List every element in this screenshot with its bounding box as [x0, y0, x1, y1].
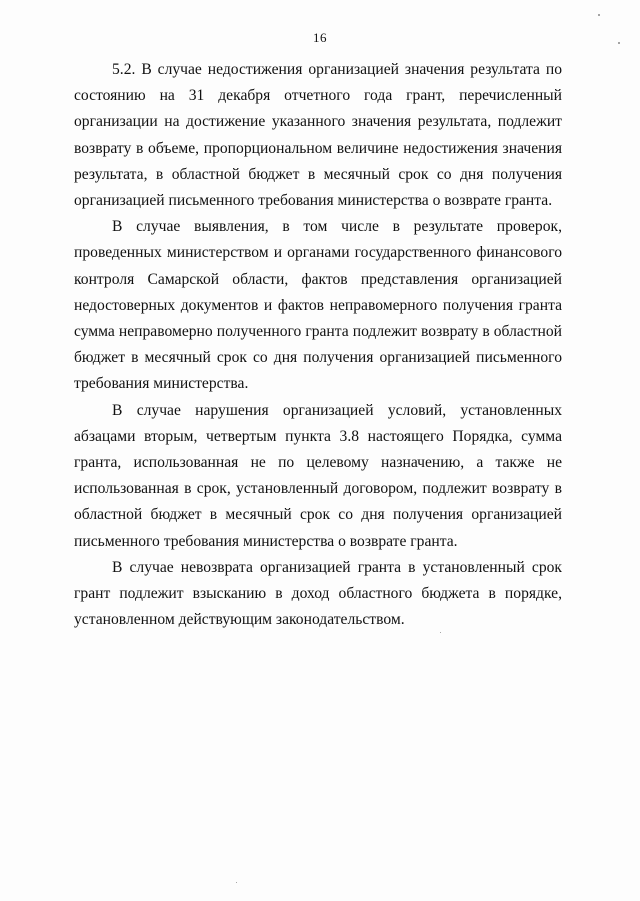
- paragraph-non-return: В случае невозврата организацией гранта в установленный срок грант подлежит взысканию в доход областного бюджета в порядке, установленном действующим законодательством.: [74, 558, 562, 629]
- document-body: [74, 57, 562, 633]
- scan-speck: [440, 632, 441, 633]
- scan-speck: [236, 882, 237, 883]
- paragraph-conditions-breach: В случае нарушения организацией условий, установленных абзацами вторым, четвертым пункта 3.8 настоящего Порядка, сумма гранта, использованная не по целевому назначению, а также не использованная в срок, установленный договором, подлежит возврату в областной бюджет в месячный срок со дня получения организацией письменного требования министерства о возврате гранта.: [74, 401, 562, 550]
- scan-speck: [618, 42, 620, 44]
- paragraph-5-2: 5.2. В случае недостижения организацией значения результата по состоянию на 31 декабря отчетного года грант, перечисленный организации на достижение указанного значения результата, подлежит возврату в объеме, пропорциональном величине недостижения значения результата, в областной бюджет в месячный срок со дня получения организацией письменного требования министерства о возврате гранта.: [74, 61, 562, 210]
- page-number: 16: [313, 30, 327, 45]
- scan-speck: [598, 14, 600, 16]
- paragraph-violations-detected: В случае выявления, в том числе в результате проверок, проведенных министерством и органами государственного финансового контроля Самарской области, фактов представления организацией недостоверных документов и фактов неправомерного получения гранта сумма неправомерно полученного гранта подлежит возврату в областной бюджет в месячный срок со дня получения организацией письменного требования министерства.: [74, 218, 562, 393]
